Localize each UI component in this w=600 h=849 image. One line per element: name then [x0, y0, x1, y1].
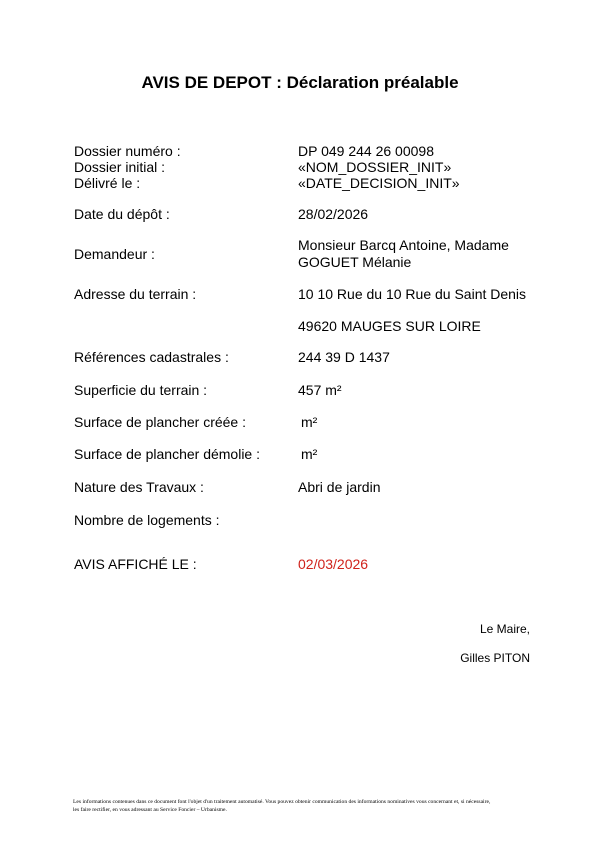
demandeur-value-line1: Monsieur Barcq Antoine, Madame	[298, 237, 509, 253]
avis-affiche-label: AVIS AFFICHÉ LE :	[74, 556, 197, 572]
dossier-numero-label: Dossier numéro :	[74, 143, 181, 159]
adresse-label: Adresse du terrain :	[74, 286, 197, 302]
surface-creee-value: m²	[301, 414, 318, 430]
demandeur-label: Demandeur :	[74, 246, 155, 262]
nature-travaux-label: Nature des Travaux :	[74, 479, 204, 495]
footer-line-1: Les informations contenues dans ce document font l'objet d'un traitement automatisé. Vous pouvez obtenir communication des informations nominatives vous concernant et, si nécessaire,	[73, 799, 491, 805]
superficie-label: Superficie du terrain :	[74, 382, 208, 398]
date-depot-label: Date du dépôt :	[74, 206, 170, 222]
surface-demolie-value: m²	[301, 446, 318, 462]
adresse-value-line2: 49620 MAUGES SUR LOIRE	[298, 318, 481, 334]
surface-creee-label: Surface de plancher créée :	[74, 414, 246, 430]
avis-affiche-date: 02/03/2026	[298, 556, 369, 572]
demandeur-value-line2: GOGUET Mélanie	[298, 254, 412, 270]
dossier-initial-value: «NOM_DOSSIER_INIT»	[298, 159, 452, 175]
delivre-le-value: «DATE_DECISION_INIT»	[298, 175, 460, 191]
dossier-initial-label: Dossier initial :	[74, 159, 166, 175]
dossier-numero-value: DP 049 244 26 00098	[298, 143, 434, 159]
footer-line-2: les faire rectifier, en vous adressant au Service Foncier – Urbanisme.	[73, 807, 227, 813]
surface-demolie-label: Surface de plancher démolie :	[74, 446, 260, 462]
signature-role: Le Maire,	[479, 622, 530, 636]
delivre-le-label: Délivré le :	[74, 175, 141, 191]
references-label: Références cadastrales :	[74, 349, 229, 365]
nature-travaux-value: Abri de jardin	[298, 479, 381, 495]
superficie-value: 457 m²	[298, 382, 342, 398]
references-value: 244 39 D 1437	[298, 349, 390, 365]
signature-name: Gilles PITON	[460, 651, 530, 665]
document-title: AVIS DE DEPOT : Déclaration préalable	[141, 73, 459, 92]
date-depot-value: 28/02/2026	[298, 206, 369, 222]
adresse-value-line1: 10 10 Rue du 10 Rue du Saint Denis	[298, 286, 527, 302]
privacy-footer	[73, 798, 543, 814]
nombre-logements-label: Nombre de logements :	[74, 512, 220, 528]
